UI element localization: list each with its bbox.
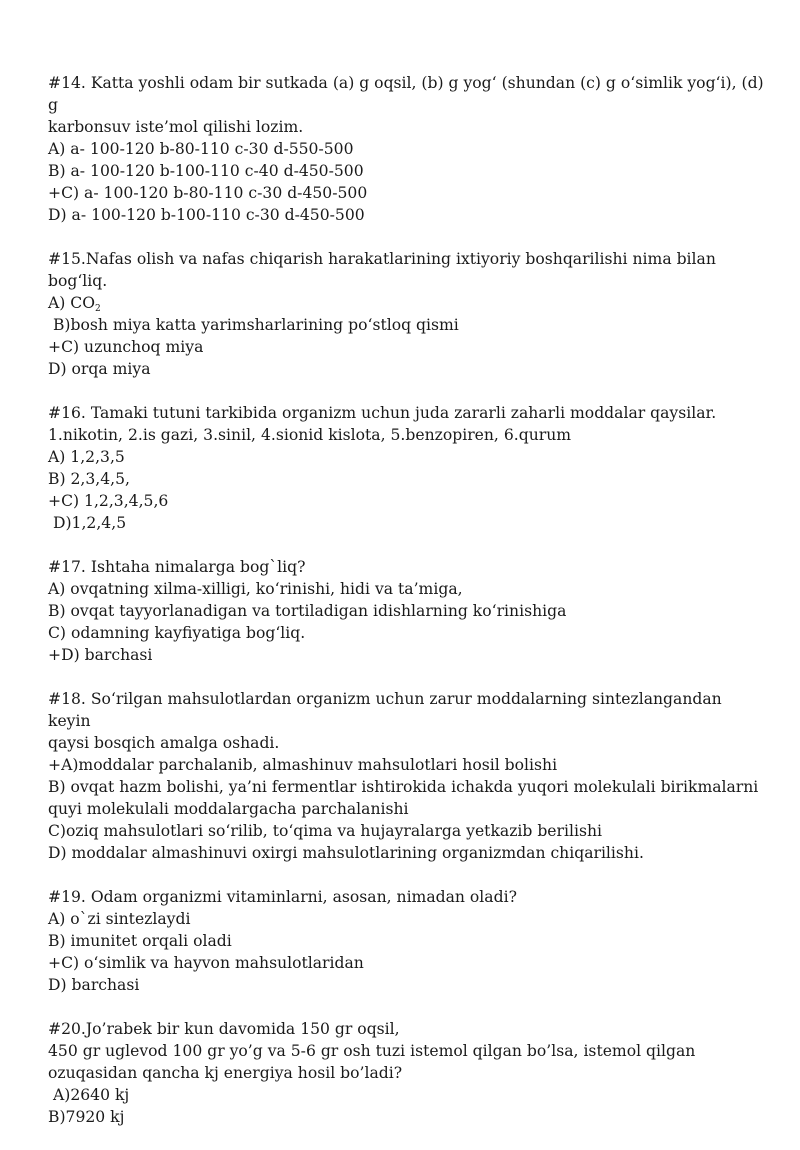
answer-option	[48, 1084, 768, 1106]
question-q17	[48, 556, 768, 666]
answer-option-text: D) moddalar almashinuvi oxirgi mahsulotlarining organizmdan chiqarilishi.	[48, 844, 644, 862]
answer-option	[48, 798, 768, 820]
answer-option	[48, 600, 768, 622]
question-stem	[48, 72, 768, 138]
answer-option	[48, 820, 768, 842]
answer-option-text: B) ovqat tayyorlanadigan va tortiladigan idishlarning ko‘rinishiga	[48, 602, 567, 620]
answer-option-text: A) o`zi sintezlaydi	[48, 910, 191, 928]
answer-option-text: quyi molekulali moddalargacha parchalanishi	[48, 800, 409, 818]
question-stem-line: 450 gr uglevod 100 gr yo’g va 5-6 gr osh tuzi istemol qilgan bo’lsa, istemol qilgan	[48, 1042, 696, 1060]
answer-option-text: +C) uzunchoq miya	[48, 338, 204, 356]
answer-option	[48, 468, 768, 490]
answer-option-text: A) ovqatning xilma-xilligi, ko‘rinishi, hidi va ta’miga,	[48, 580, 463, 598]
question-stem-line: #19. Odam organizmi vitaminlarni, asosan, nimadan oladi?	[48, 888, 517, 906]
question-stem-line: karbonsuv iste’mol qilishi lozim.	[48, 118, 304, 136]
question-stem	[48, 556, 768, 578]
answer-option	[48, 622, 768, 644]
answer-option	[48, 314, 768, 336]
answer-option-text: B) 2,3,4,5,	[48, 470, 131, 488]
question-stem-line: #18. So‘rilgan mahsulotlardan organizm uchun zarur moddalarning sintezlangandan keyin	[48, 690, 727, 730]
answer-option	[48, 776, 768, 798]
answer-option	[48, 952, 768, 974]
document-page	[48, 72, 768, 1150]
question-stem	[48, 688, 768, 754]
answer-option	[48, 512, 768, 534]
answer-option-text: A) a- 100-120 b-80-110 c-30 d-550-500	[48, 140, 354, 158]
answer-option	[48, 644, 768, 666]
answer-option-text: C)oziq mahsulotlari so‘rilib, to‘qima va hujayralarga yetkazib berilishi	[48, 822, 602, 840]
answer-option-text: +C) o‘simlik va hayvon mahsulotlaridan	[48, 954, 364, 972]
question-stem-line: qaysi bosqich amalga oshadi.	[48, 734, 280, 752]
answer-option	[48, 754, 768, 776]
answer-option-text: B) ovqat hazm bolishi, ya’ni fermentlar ishtirokida ichakda yuqori molekulali birikmalarni	[48, 778, 759, 796]
answer-option-text: D) a- 100-120 b-100-110 c-30 d-450-500	[48, 206, 365, 224]
question-stem-line: #17. Ishtaha nimalarga bog`liq?	[48, 558, 306, 576]
answer-option-text: A)2640 kj	[48, 1086, 130, 1104]
answer-option-text: B)7920 kj	[48, 1108, 125, 1126]
question-stem-line: #15.Nafas olish va nafas chiqarish harakatlarining ixtiyoriy boshqarilishi nima bilan	[48, 250, 716, 268]
answer-option-text: C) odamning kayfiyatiga bog‘liq.	[48, 624, 306, 642]
answer-option	[48, 1106, 768, 1128]
answer-option	[48, 930, 768, 952]
question-stem	[48, 886, 768, 908]
answer-option-text: D) orqa miya	[48, 360, 151, 378]
answer-option	[48, 336, 768, 358]
question-q15	[48, 248, 768, 380]
question-stem	[48, 1018, 768, 1084]
answer-option	[48, 578, 768, 600]
answer-option	[48, 908, 768, 930]
question-stem	[48, 402, 768, 446]
answer-option-text: A) CO	[48, 294, 96, 312]
question-stem	[48, 248, 768, 292]
answer-option-text: B)bosh miya katta yarimsharlarining po‘stloq qismi	[48, 316, 459, 334]
answer-option-text: A) 1,2,3,5	[48, 448, 125, 466]
question-stem-line: #20.Jo’rabek bir kun davomida 150 gr oqsil,	[48, 1020, 400, 1038]
answer-option-text: B) a- 100-120 b-100-110 c-40 d-450-500	[48, 162, 364, 180]
answer-option	[48, 182, 768, 204]
question-q16	[48, 402, 768, 534]
question-stem-line: #14. Katta yoshli odam bir sutkada (a) g oqsil, (b) g yog‘ (shundan (c) g o‘simlik yog‘i), (d) g	[48, 74, 769, 114]
answer-option	[48, 160, 768, 182]
answer-option-text: +A)moddalar parchalanib, almashinuv mahsulotlari hosil bolishi	[48, 756, 558, 774]
answer-option	[48, 490, 768, 512]
answer-option	[48, 974, 768, 996]
co2-subscript: 2	[95, 304, 101, 314]
answer-option-text: +D) barchasi	[48, 646, 153, 664]
question-q18	[48, 688, 768, 864]
answer-option	[48, 446, 768, 468]
answer-option	[48, 204, 768, 226]
answer-option-text: +C) a- 100-120 b-80-110 c-30 d-450-500	[48, 184, 368, 202]
question-stem-line: bog‘liq.	[48, 272, 108, 290]
answer-option	[48, 358, 768, 380]
answer-option-text: +C) 1,2,3,4,5,6	[48, 492, 169, 510]
answer-option-text: D)1,2,4,5	[48, 514, 127, 532]
question-q20	[48, 1018, 768, 1128]
answer-option	[48, 292, 768, 314]
answer-option	[48, 842, 768, 864]
question-stem-line: #16. Tamaki tutuni tarkibida organizm uchun juda zararli zaharli moddalar qaysilar.	[48, 404, 717, 422]
question-stem-line: ozuqasidan qancha kj energiya hosil bo’ladi?	[48, 1064, 403, 1082]
answer-option-text: B) imunitet orqali oladi	[48, 932, 232, 950]
question-q14	[48, 72, 768, 226]
question-q19	[48, 886, 768, 996]
answer-option-text: D) barchasi	[48, 976, 140, 994]
question-stem-line: 1.nikotin, 2.is gazi, 3.sinil, 4.sionid kislota, 5.benzopiren, 6.qurum	[48, 426, 572, 444]
answer-option	[48, 138, 768, 160]
